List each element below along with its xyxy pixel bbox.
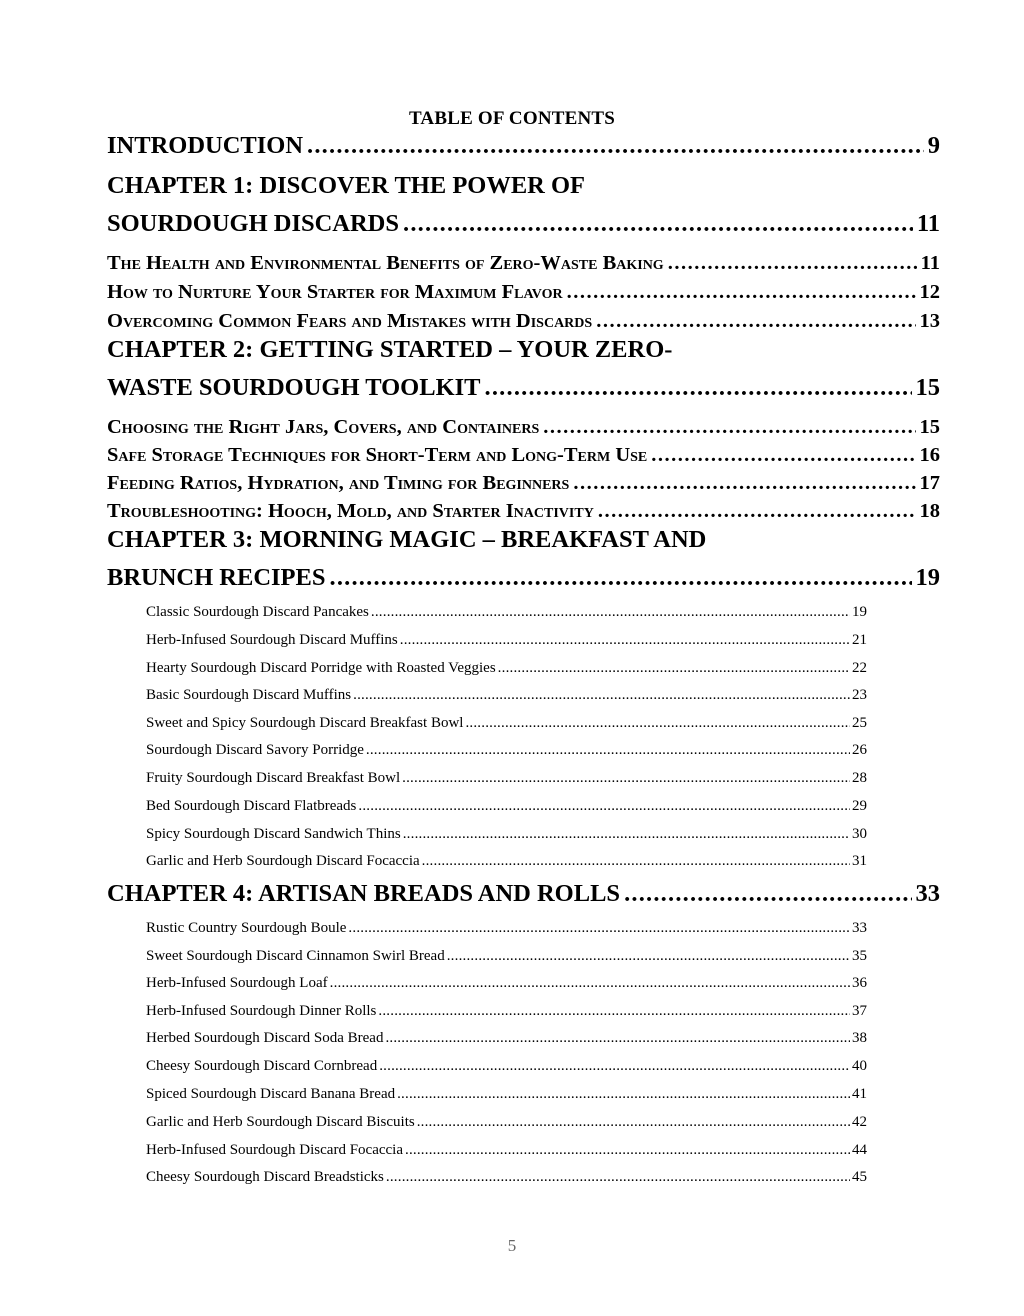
entry-label: Herb-Infused Sourdough Discard Muffins [146, 632, 398, 648]
dot-leader [543, 416, 915, 439]
entry-page: 16 [919, 444, 940, 466]
entry-page: 19 [915, 564, 940, 591]
toc-entry-chapter-2[interactable] [107, 374, 940, 408]
dot-leader [379, 1058, 850, 1075]
entry-label: Safe Storage Techniques for Short-Term and Long-Term Use [107, 444, 648, 466]
toc-recipe-entry[interactable] [146, 1142, 867, 1164]
entry-page: 28 [852, 770, 867, 786]
entry-label: Classic Sourdough Discard Pancakes [146, 604, 369, 620]
entry-label: Herbed Sourdough Discard Soda Bread [146, 1030, 384, 1046]
entry-label: Sourdough Discard Savory Porridge [146, 742, 364, 758]
dot-leader [567, 281, 916, 304]
entry-label: Sweet Sourdough Discard Cinnamon Swirl Bread [146, 948, 445, 964]
entry-label: Hearty Sourdough Discard Porridge with Roasted Veggies [146, 660, 496, 676]
dot-leader [668, 252, 917, 275]
entry-label: CHAPTER 4: ARTISAN BREADS AND ROLLS [107, 880, 621, 907]
dot-leader [498, 660, 850, 677]
chapter-3-title-line1: CHAPTER 3: MORNING MAGIC – BREAKFAST AND [107, 526, 707, 553]
toc-recipe-entry[interactable] [146, 826, 867, 848]
toc-recipe-entry[interactable] [146, 975, 867, 997]
toc-section-entry[interactable] [107, 416, 940, 444]
dot-leader [573, 472, 915, 495]
entry-page: 11 [920, 252, 940, 274]
entry-page: 22 [852, 660, 867, 676]
dot-leader [330, 975, 850, 992]
chapter-2-title-line1: CHAPTER 2: GETTING STARTED – YOUR ZERO- [107, 336, 673, 363]
dot-leader [330, 564, 912, 592]
toc-entry-chapter-4[interactable] [107, 880, 940, 914]
toc-section-entry[interactable] [107, 252, 940, 280]
entry-page: 41 [852, 1086, 867, 1102]
dot-leader [596, 310, 915, 333]
toc-recipe-entry[interactable] [146, 604, 867, 626]
entry-page: 35 [852, 948, 867, 964]
entry-page: 33 [852, 920, 867, 936]
toc-recipe-entry[interactable] [146, 1169, 867, 1191]
entry-page: 11 [916, 210, 940, 237]
entry-page: 21 [852, 632, 867, 648]
entry-page: 18 [919, 500, 940, 522]
dot-leader [598, 500, 916, 523]
toc-recipe-entry[interactable] [146, 660, 867, 682]
entry-label: Choosing the Right Jars, Covers, and Containers [107, 416, 540, 438]
entry-label: BRUNCH RECIPES [107, 564, 326, 591]
entry-label: Cheesy Sourdough Discard Breadsticks [146, 1169, 384, 1185]
entry-page: 9 [927, 132, 940, 159]
toc-recipe-entry[interactable] [146, 1058, 867, 1080]
page-number: 5 [507, 1236, 517, 1255]
dot-leader [378, 1003, 850, 1020]
toc-recipe-entry[interactable] [146, 1086, 867, 1108]
entry-page: 30 [852, 826, 867, 842]
toc-section-entry[interactable] [107, 472, 940, 500]
entry-label: Rustic Country Sourdough Boule [146, 920, 347, 936]
dot-leader [403, 826, 850, 843]
dot-leader [485, 374, 912, 402]
entry-page: 38 [852, 1030, 867, 1046]
toc-entry-chapter-3[interactable] [107, 564, 940, 598]
dot-leader [307, 132, 924, 160]
entry-label: Garlic and Herb Sourdough Discard Focaccia [146, 853, 420, 869]
entry-page: 15 [915, 374, 940, 401]
entry-page: 13 [919, 310, 940, 332]
entry-page: 23 [852, 687, 867, 703]
toc-title: TABLE OF CONTENTS [408, 108, 616, 129]
entry-label: Sweet and Spicy Sourdough Discard Breakfast Bowl [146, 715, 464, 731]
dot-leader [397, 1086, 850, 1103]
entry-label: Troubleshooting: Hooch, Mold, and Starter Inactivity [107, 500, 594, 522]
entry-page: 19 [852, 604, 867, 620]
entry-page: 26 [852, 742, 867, 758]
dot-leader [405, 1142, 850, 1159]
toc-entry-chapter-1[interactable] [107, 210, 940, 244]
toc-recipe-entry[interactable] [146, 770, 867, 792]
dot-leader [403, 210, 913, 238]
toc-section-entry[interactable] [107, 310, 940, 338]
entry-page: 31 [852, 853, 867, 869]
entry-label: Cheesy Sourdough Discard Cornbread [146, 1058, 378, 1074]
entry-label: Spiced Sourdough Discard Banana Bread [146, 1086, 396, 1102]
entry-page: 12 [919, 281, 940, 303]
toc-section-entry[interactable] [107, 444, 940, 472]
entry-label: Herb-Infused Sourdough Discard Focaccia [146, 1142, 403, 1158]
toc-recipe-entry[interactable] [146, 948, 867, 970]
entry-label: Herb-Infused Sourdough Loaf [146, 975, 328, 991]
dot-leader [358, 798, 850, 815]
dot-leader [386, 1169, 850, 1186]
toc-recipe-entry[interactable] [146, 632, 867, 654]
entry-label: SOURDOUGH DISCARDS [107, 210, 400, 237]
dot-leader [651, 444, 915, 467]
dot-leader [447, 948, 850, 965]
dot-leader [402, 770, 850, 787]
entry-page: 36 [852, 975, 867, 991]
dot-leader [348, 920, 850, 937]
entry-label: Overcoming Common Fears and Mistakes with Discards [107, 310, 593, 332]
toc-section-entry[interactable] [107, 500, 940, 528]
entry-page: 44 [852, 1142, 867, 1158]
dot-leader [353, 687, 850, 704]
entry-label: Spicy Sourdough Discard Sandwich Thins [146, 826, 401, 842]
entry-page: 40 [852, 1058, 867, 1074]
entry-page: 29 [852, 798, 867, 814]
dot-leader [465, 715, 850, 732]
entry-page: 33 [915, 880, 940, 907]
entry-label: Bed Sourdough Discard Flatbreads [146, 798, 357, 814]
entry-page: 45 [852, 1169, 867, 1185]
entry-page: 17 [919, 472, 940, 494]
toc-recipe-entry[interactable] [146, 1030, 867, 1052]
toc-recipe-entry[interactable] [146, 742, 867, 764]
entry-page: 42 [852, 1114, 867, 1130]
toc-recipe-entry[interactable] [146, 798, 867, 820]
entry-label: WASTE SOURDOUGH TOOLKIT [107, 374, 481, 401]
entry-label: The Health and Environmental Benefits of Zero-Waste Baking [107, 252, 664, 274]
entry-label: INTRODUCTION [107, 132, 304, 159]
toc-recipe-entry[interactable] [146, 853, 867, 875]
entry-label: How to Nurture Your Starter for Maximum Flavor [107, 281, 563, 303]
entry-label: Garlic and Herb Sourdough Discard Biscuits [146, 1114, 415, 1130]
toc-recipe-entry[interactable] [146, 1114, 867, 1136]
entry-page: 15 [919, 416, 940, 438]
entry-label: Fruity Sourdough Discard Breakfast Bowl [146, 770, 401, 786]
toc-section-entry[interactable] [107, 281, 940, 309]
chapter-1-title-line1: CHAPTER 1: DISCOVER THE POWER OF [107, 172, 586, 199]
toc-recipe-entry[interactable] [146, 687, 867, 709]
toc-entry-introduction[interactable] [107, 132, 940, 166]
dot-leader [366, 742, 850, 759]
dot-leader [624, 880, 911, 908]
toc-recipe-entry[interactable] [146, 920, 867, 942]
dot-leader [371, 604, 850, 621]
toc-recipe-entry[interactable] [146, 715, 867, 737]
entry-label: Herb-Infused Sourdough Dinner Rolls [146, 1003, 377, 1019]
entry-label: Feeding Ratios, Hydration, and Timing for Beginners [107, 472, 570, 494]
toc-recipe-entry[interactable] [146, 1003, 867, 1025]
entry-page: 37 [852, 1003, 867, 1019]
dot-leader [422, 853, 850, 870]
dot-leader [417, 1114, 850, 1131]
dot-leader [385, 1030, 850, 1047]
entry-label: Basic Sourdough Discard Muffins [146, 687, 352, 703]
entry-page: 25 [852, 715, 867, 731]
dot-leader [400, 632, 850, 649]
